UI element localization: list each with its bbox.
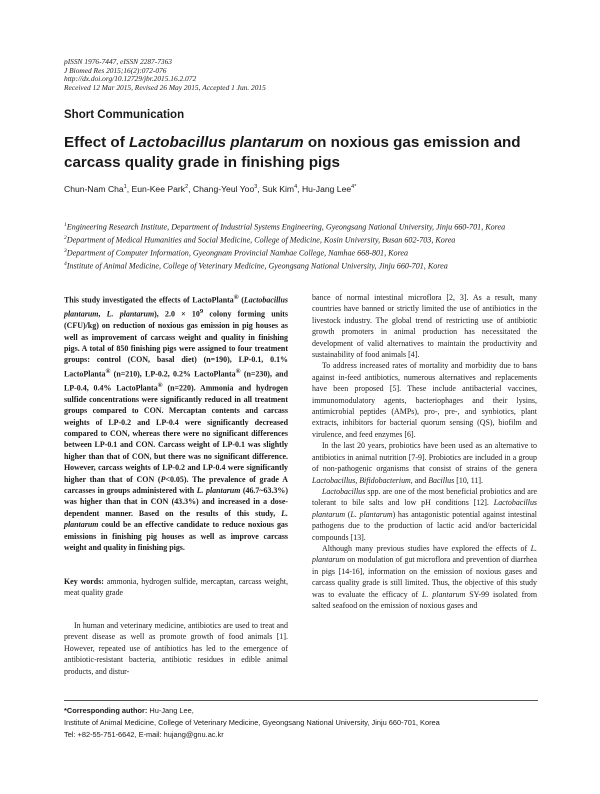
footnote-divider bbox=[64, 700, 538, 701]
species-name: Lactobacillus plantarum bbox=[128, 134, 304, 151]
section-label: Short Communication bbox=[64, 109, 185, 121]
body-right-column bbox=[312, 292, 537, 611]
corresponding-address: Institute of Animal Medicine, College of Veterinary Medicine, Gyeongsang National University, Jinju 660-701, Korea bbox=[64, 718, 440, 727]
corresponding-author bbox=[64, 705, 440, 741]
paragraph: Although many previous studies have explored the effects of L. plantarum on modulation of gut microflora and prevention of diarrhea in pigs [14-16], information on the emission of noxious gases and carcass quality grade is still limited. Thus, the objective of this study was to evaluate the efficacy of L. plantarum SY-99 isolated from salted seafood on the emission of noxious gases and bbox=[312, 543, 537, 610]
author: Chun-Nam Cha$^1$, bbox=[64, 184, 132, 194]
corresponding-name: Hu-Jang Lee, bbox=[147, 706, 194, 715]
abstract: This study investigated the effects of LactoPlanta® (Lactobacillus plantarum, L. plantarum), $2.0 \times 10^9$ colony forming units (CFU)/kg) on reduction of noxious gas emission in pig houses as well as improvement of carcass weight and quality in finishing pigs. A total of 850 finishing pigs were assigned to four treatment groups: control (CON, basal diet) (n=190), LP-0.1, 0.1% LactoPlanta® (n=210), LP-0.2, 0.2% LactoPlanta® (n=230), and LP-0.4, 0.4% LactoPlanta® (n=220). Ammonia and hydrogen sulfide concentrations were significantly reduced in all treatment groups compared to CON. Mercaptan contents and carcass weights of LP-0.2 and LP-0.4 were significantly decreased compared to CON, whereas there were no significant differences between LP-0.1 and CON. Carcass weight of LP-0.1 was slightly higher than that of CON, but there was no significant difference. However, carcass weights of LP-0.2 and LP-0.4 were significantly higher than that of CON (P<0.05). The prevalence of grade A carcasses in groups administered with L. plantarum (46.7~63.3%) was higher than that in CON (43.3%) and increased in a dose-dependent manner. Based on the results of this study, L. plantarum could be an effective candidate to reduce noxious gas emissions in finishing pig houses as well as improve carcass weight and quality in finishing pigs. bbox=[64, 294, 289, 553]
paragraph: Lactobacillus spp. are one of the most beneficial probiotics and are tolerant to bile salts and low pH conditions [12]. Lactobacillus plantarum (L. plantarum) has antagonistic potential against intestinal pathogens due to the production of lactic acid and/or bactericidal compounds [13]. bbox=[312, 486, 537, 542]
introduction-left: In human and veterinary medicine, antibiotics are used to treat and prevent disease as well as promote growth of food animals [1]. However, repeated use of antibiotics has led to the emergence of antibiotic-resistant bacteria, antibiotic residues in edible animal products, and distur- bbox=[64, 621, 288, 676]
keywords bbox=[64, 576, 288, 599]
paper-title: Effect of Lactobacillus plantarum on noxious gas emission and carcass quality grade in finishing pigs bbox=[64, 134, 521, 171]
paragraph: To address increased rates of mortality and morbidity due to bans against in-feed antibiotics, numerous alternatives and replacements have been proposed [5]. These include antibacterial vaccines, immunomodulatory agents, bacteriophages and their lysins, antimicrobial peptides (AMPs), pro-, pre-, and synbiotics, plant extracts, inhibitors for bacterial quorum sensing (QS), biofilm and virulence, and feed enzymes [6]. bbox=[312, 361, 537, 439]
author: Eun-Kee Park$^2$, bbox=[131, 184, 193, 194]
affiliations bbox=[64, 220, 542, 272]
keywords-text: ammonia, hydrogen sulfide, mercaptan, carcass weight, meat quality grade bbox=[64, 577, 288, 598]
author: Hu-Jang Lee$^{4*}$ bbox=[301, 184, 357, 194]
publication-info bbox=[64, 58, 266, 92]
author: Suk Kim$^4$, bbox=[262, 184, 302, 194]
citation-line: J Biomed Res 2015;16(2):072-076 bbox=[64, 65, 167, 75]
author: Chang-Yeul Yoo$^3$, bbox=[192, 184, 263, 194]
affiliation: $^3$Department of Computer Information, Gyeongnam Provincial Namhae College, Namhae 668-801, Korea bbox=[64, 248, 409, 258]
issn-line: pISSN 1976-7447, eISSN 2287-7363 bbox=[64, 57, 172, 66]
corresponding-contact: Tel: +82-55-751-6642, E-mail: hujang@gnu.ac.kr bbox=[64, 730, 224, 739]
affiliation: $^1$Engineering Research Institute, Department of Industrial Systems Engineering, Gyeongsang National University, Jinju 660-701, Korea bbox=[64, 222, 506, 232]
received-dates: Received 12 Mar 2015, Revised 26 May 2015, Accepted 1 Jun. 2015 bbox=[64, 82, 266, 92]
doi-link[interactable]: http://dx.doi.org/10.12729/jbr.2015.16.2.072 bbox=[64, 74, 197, 84]
affiliation: $^4$Institute of Animal Medicine, College of Veterinary Medicine, Gyeongsang National University, Jinju 660-701, Korea bbox=[64, 261, 448, 271]
paragraph: In the last 20 years, probiotics have been used as an alternative to antibiotics in animal nutrition [7-9]. Probiotics are included in a group of non-pathogenic organisms that consist of strains of the genera Lactobacillus, Bifidobacterium, and Bacillus [10, 11]. bbox=[312, 441, 537, 485]
keywords-label: Key words: bbox=[64, 577, 104, 586]
paragraph: bance of normal intestinal microflora [2, 3]. As a result, many countries have banned or strictly limited the use of antibiotics in the livestock industry. The global trend of restricting use of antibiotic growth promoters in animal production has necessitated the development of valid alternatives to maintain the productivity and sustainability of food animals [4]. bbox=[312, 293, 537, 360]
corresponding-label: *Corresponding author: bbox=[64, 706, 148, 715]
author-list bbox=[64, 184, 356, 194]
affiliation: $^2$Department of Medical Humanities and Social Medicine, College of Medicine, Kosin University, Busan 602-703, Korea bbox=[64, 235, 456, 245]
